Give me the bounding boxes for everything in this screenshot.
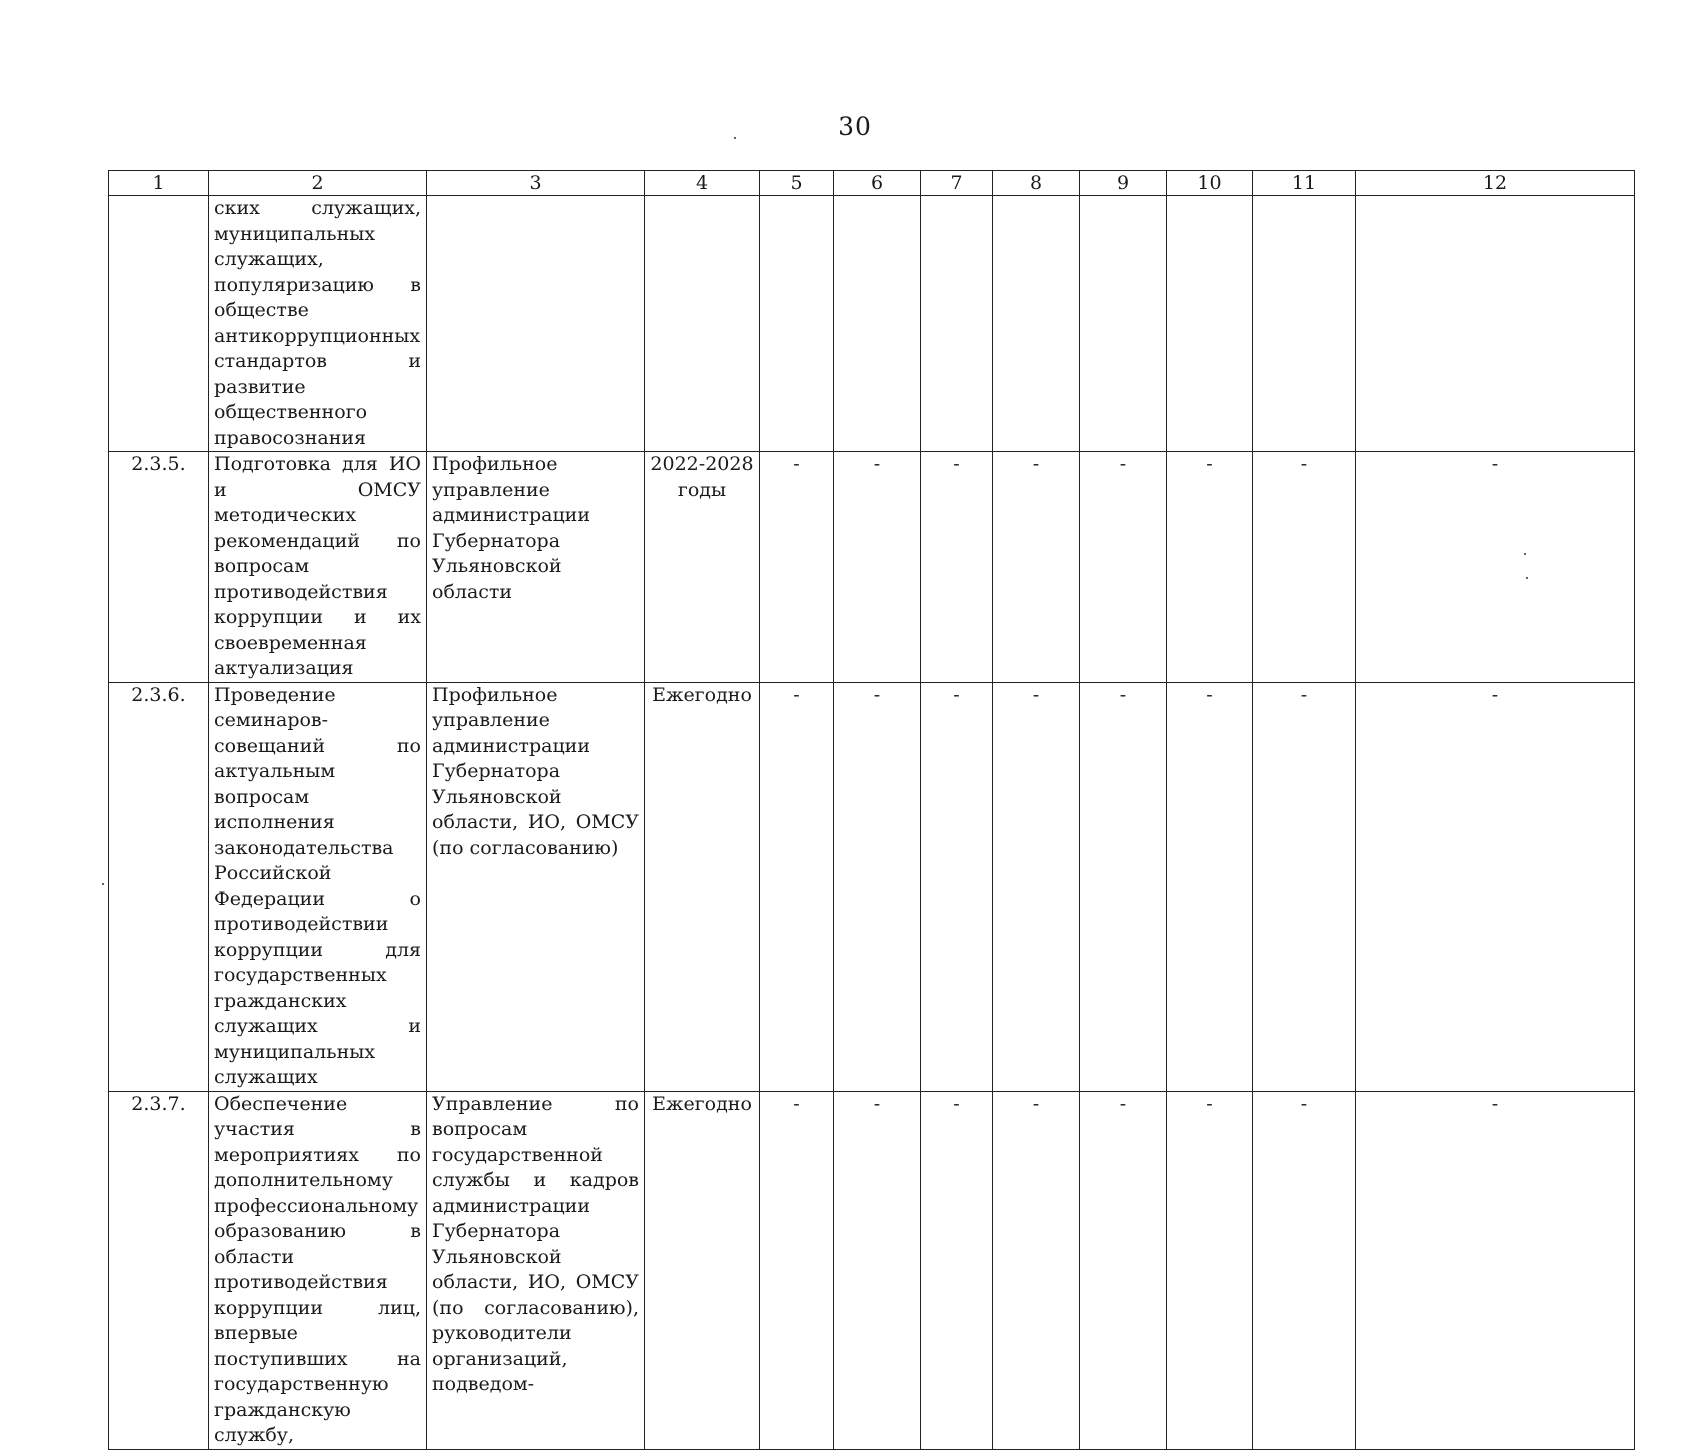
value-cell: - xyxy=(760,682,834,1091)
column-number: 11 xyxy=(1253,171,1356,196)
value-cell xyxy=(1356,196,1635,452)
value-cell: - xyxy=(1356,682,1635,1091)
value-cell: - xyxy=(1253,452,1356,683)
column-number: 4 xyxy=(645,171,760,196)
item-number: 2.3.7. xyxy=(109,1091,209,1449)
column-number: 6 xyxy=(834,171,921,196)
column-number: 8 xyxy=(993,171,1080,196)
value-cell: - xyxy=(834,1091,921,1449)
value-cell: - xyxy=(1167,452,1253,683)
item-term: 2022-2028 годы xyxy=(645,452,760,683)
item-description: Обеспечение участия в мероприятиях по дополнительному профессиональному образованию в области противодействия коррупции лиц, впервые поступивших на государственную гражданскую службу, xyxy=(209,1091,427,1449)
value-cell: - xyxy=(1356,1091,1635,1449)
item-number: 2.3.5. xyxy=(109,452,209,683)
measures-table xyxy=(108,170,1635,1450)
column-number: 7 xyxy=(921,171,993,196)
value-cell xyxy=(834,196,921,452)
value-cell xyxy=(1167,196,1253,452)
column-number: 9 xyxy=(1080,171,1167,196)
item-number: 2.3.6. xyxy=(109,682,209,1091)
page-number: 30 xyxy=(838,112,872,141)
value-cell: - xyxy=(921,682,993,1091)
value-cell: - xyxy=(1253,1091,1356,1449)
table-row xyxy=(109,452,1635,683)
item-term xyxy=(645,196,760,452)
value-cell: - xyxy=(1356,452,1635,683)
value-cell xyxy=(760,196,834,452)
value-cell: - xyxy=(993,682,1080,1091)
item-description: ских служащих, муниципальных служащих, популяризацию в обществе антикоррупционных стандартов и развитие общественного правосознания xyxy=(209,196,427,452)
value-cell xyxy=(993,196,1080,452)
value-cell: - xyxy=(760,1091,834,1449)
item-term: Ежегодно xyxy=(645,682,760,1091)
column-number: 12 xyxy=(1356,171,1635,196)
item-description: Проведение семинаров-совещаний по актуальным вопросам исполнения законодательства Российской Федерации о противодействии коррупции для государственных гражданских служащих и муниципальных служащих xyxy=(209,682,427,1091)
item-term: Ежегодно xyxy=(645,1091,760,1449)
scan-speck xyxy=(734,137,736,139)
value-cell: - xyxy=(921,452,993,683)
value-cell xyxy=(1253,196,1356,452)
column-number-row xyxy=(109,171,1635,196)
value-cell: - xyxy=(1167,1091,1253,1449)
column-number: 5 xyxy=(760,171,834,196)
value-cell: - xyxy=(993,452,1080,683)
item-responsible: Управление по вопросам государственной службы и кадров администрации Губернатора Ульяновской области, ИО, ОМСУ (по согласованию), руководители организаций, подведом- xyxy=(427,1091,645,1449)
item-number xyxy=(109,196,209,452)
item-responsible: Профильное управление администрации Губернатора Ульяновской области xyxy=(427,452,645,683)
value-cell: - xyxy=(1167,682,1253,1091)
scan-speck xyxy=(102,883,104,885)
column-number: 10 xyxy=(1167,171,1253,196)
value-cell xyxy=(921,196,993,452)
value-cell: - xyxy=(760,452,834,683)
column-number: 3 xyxy=(427,171,645,196)
value-cell: - xyxy=(1080,1091,1167,1449)
item-responsible: Профильное управление администрации Губернатора Ульяновской области, ИО, ОМСУ (по согласованию) xyxy=(427,682,645,1091)
table-row xyxy=(109,682,1635,1091)
value-cell: - xyxy=(993,1091,1080,1449)
value-cell: - xyxy=(834,452,921,683)
table-row xyxy=(109,196,1635,452)
value-cell: - xyxy=(1080,682,1167,1091)
value-cell: - xyxy=(834,682,921,1091)
column-number: 1 xyxy=(109,171,209,196)
item-description: Подготовка для ИО и ОМСУ методических рекомендаций по вопросам противодействия коррупции и их своевременная актуализация xyxy=(209,452,427,683)
value-cell: - xyxy=(1253,682,1356,1091)
column-number: 2 xyxy=(209,171,427,196)
table-row xyxy=(109,1091,1635,1449)
item-responsible xyxy=(427,196,645,452)
value-cell xyxy=(1080,196,1167,452)
value-cell: - xyxy=(1080,452,1167,683)
value-cell: - xyxy=(921,1091,993,1449)
